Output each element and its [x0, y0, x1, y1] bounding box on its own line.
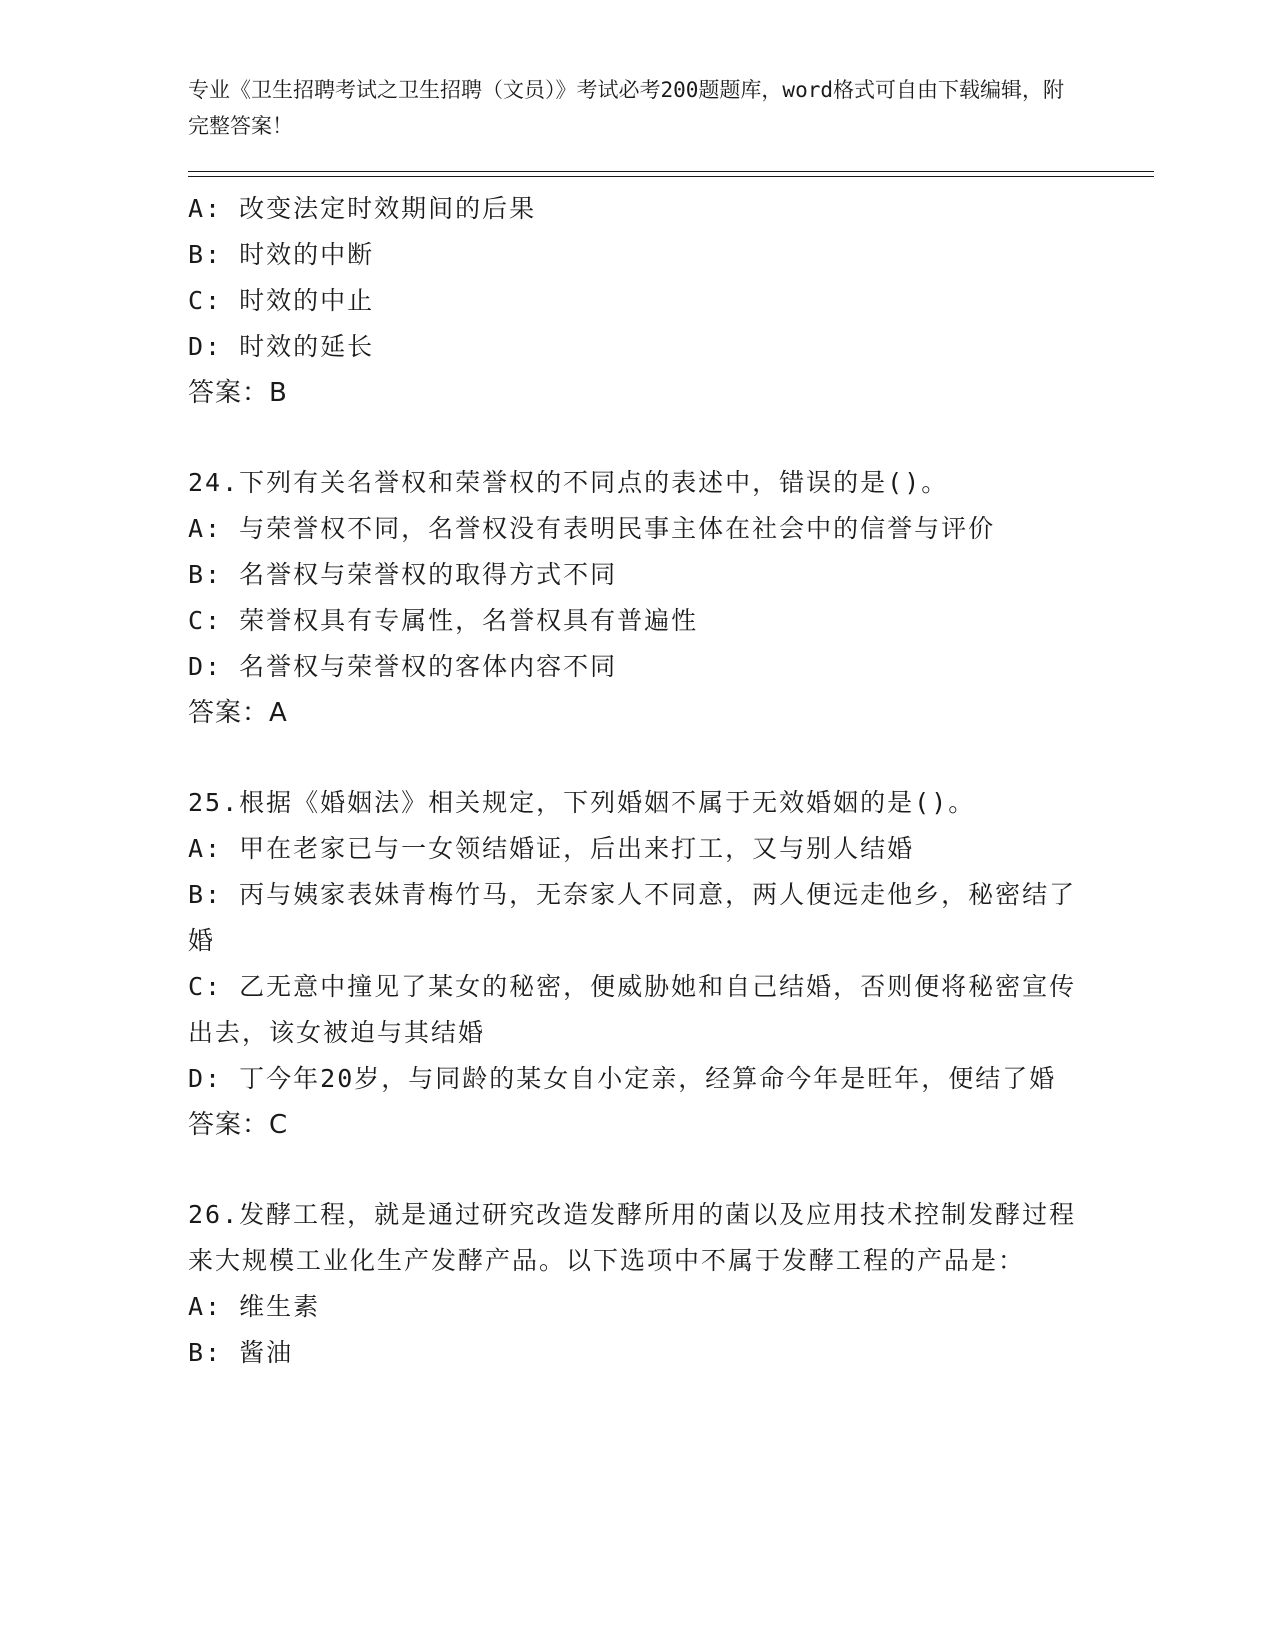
question-list	[188, 186, 1088, 1420]
question-25	[188, 780, 1088, 1148]
option-d: D: 丁今年20岁，与同龄的某女自小定亲，经算命今年是旺年，便结了婚	[188, 1064, 1057, 1093]
question-stem: 25.根据《婚姻法》相关规定，下列婚姻不属于无效婚姻的是()。	[188, 788, 976, 817]
option-c: C: 时效的中止	[188, 286, 375, 315]
option-c: C: 荣誉权具有专属性，名誉权具有普遍性	[188, 606, 699, 635]
answer: 答案：C	[188, 1110, 289, 1140]
answer: 答案：B	[188, 378, 288, 408]
option-b: B: 酱油	[188, 1338, 294, 1367]
option-c: C: 乙无意中撞见了某女的秘密，便威胁她和自己结婚，否则便将秘密宣传出去，该女被迫与其结婚	[188, 972, 1077, 1047]
option-a: A: 改变法定时效期间的后果	[188, 194, 537, 223]
question-stem: 24.下列有关名誉权和荣誉权的不同点的表述中，错误的是()。	[188, 468, 949, 497]
answer: 答案：A	[188, 698, 288, 728]
option-a: A: 甲在老家已与一女领结婚证，后出来打工，又与别人结婚	[188, 834, 915, 863]
option-a: A: 与荣誉权不同，名誉权没有表明民事主体在社会中的信誉与评价	[188, 514, 996, 543]
option-b: B: 丙与姨家表妹青梅竹马，无奈家人不同意，两人便远走他乡，秘密结了婚	[188, 880, 1077, 955]
question-26	[188, 1192, 1088, 1376]
question-23	[188, 186, 1088, 416]
question-24	[188, 460, 1088, 736]
option-b: B: 时效的中断	[188, 240, 375, 269]
header-rule-top	[188, 171, 1154, 172]
option-b: B: 名誉权与荣誉权的取得方式不同	[188, 560, 618, 589]
question-stem: 26.发酵工程，就是通过研究改造发酵所用的菌以及应用技术控制发酵过程来大规模工业化生产发酵产品。以下选项中不属于发酵工程的产品是：	[188, 1200, 1077, 1275]
document-header	[188, 72, 1068, 144]
option-a: A: 维生素	[188, 1292, 321, 1321]
option-d: D: 时效的延长	[188, 332, 375, 361]
option-d: D: 名誉权与荣誉权的客体内容不同	[188, 652, 618, 681]
header-rule-bottom	[188, 176, 1154, 177]
header-text: 专业《卫生招聘考试之卫生招聘（文员）》考试必考200题题库，word格式可自由下载编辑，附完整答案！	[188, 78, 1064, 138]
